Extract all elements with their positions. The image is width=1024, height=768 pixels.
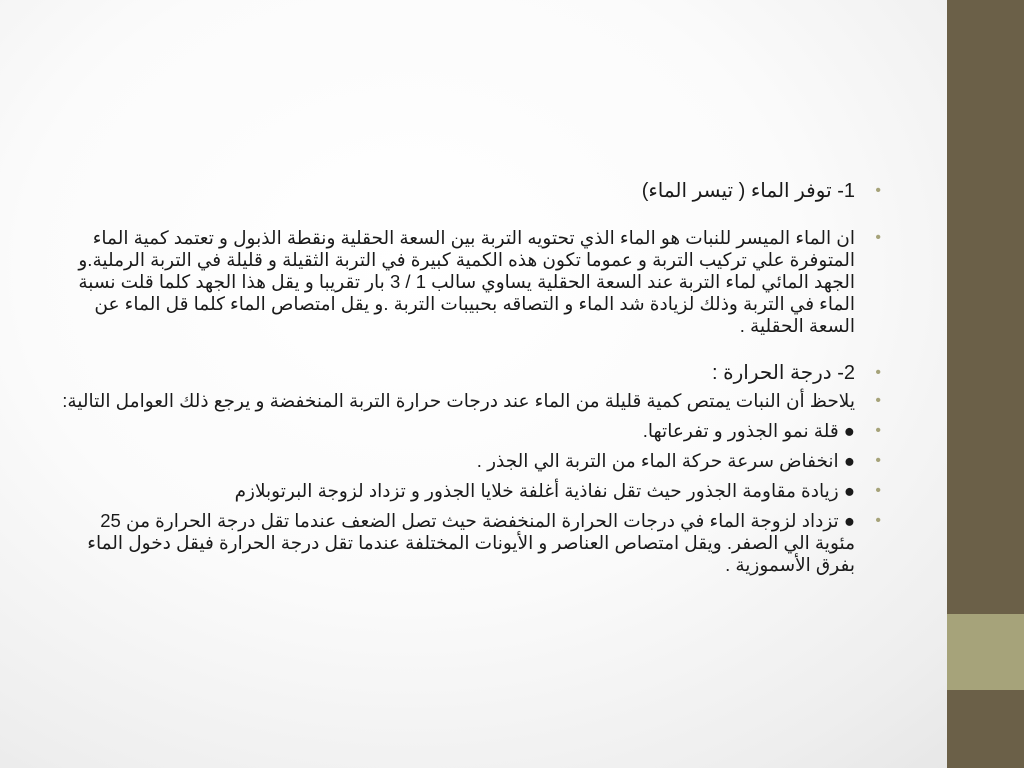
- list-item-root-resistance: [60, 480, 885, 502]
- slide-content: [60, 178, 885, 584]
- bullet-icon: •: [875, 182, 881, 199]
- item-text: يلاحظ أن النبات يمتص كمية قليلة من الماء عند درجات حرارة التربة المنخفضة و يرجع ذلك العوامل التالية:: [62, 390, 855, 411]
- bullet-icon: •: [875, 392, 881, 409]
- item-text: ● انخفاض سرعة حركة الماء من التربة الي الجذر .: [476, 450, 855, 471]
- bullet-icon: •: [875, 482, 881, 499]
- decorative-sidebar-accent: [947, 614, 1024, 690]
- list-item-water-viscosity: [60, 510, 885, 576]
- bullet-icon: •: [875, 452, 881, 469]
- bullet-icon: •: [875, 229, 881, 246]
- item-text: ● تزداد لزوجة الماء في درجات الحرارة المنخفضة حيث تصل الضعف عندما تقل درجة الحرارة من 25 مئوية الي الصفر. ويقل امتصاص العناصر و الأيونات المختلفة عندما تقل درجة الحرارة فيقل دخول الماء بفرق الأسموزية .: [87, 510, 855, 575]
- list-item-water-movement: [60, 450, 885, 472]
- paragraph-available-water: [60, 227, 885, 337]
- item-text: ● قلة نمو الجذور و تفرعاتها.: [642, 420, 855, 441]
- bullet-icon: •: [875, 364, 881, 381]
- heading-water-availability: [60, 178, 885, 204]
- item-text: 2- درجة الحرارة :: [712, 362, 855, 384]
- paragraph-temperature-intro: [60, 390, 885, 412]
- bullet-icon: •: [875, 422, 881, 439]
- item-text: 1- توفر الماء ( تيسر الماء): [641, 180, 855, 202]
- heading-temperature: [60, 360, 885, 386]
- item-text: ان الماء الميسر للنبات هو الماء الذي تحتويه التربة بين السعة الحقلية ونقطة الذبول و تعتمد كمية الماء المتوفرة علي تركيب التربة و عموما تكون هذه الكمية كبيرة في التربة الثقيلة و قليلة في التربة الرملية.و الجهد المائي لماء التربة عند السعة الحقلية يساوي سالب 1 / 3 بار تقريبا و يقل هذا الجهد كلما قلت نسبة الماء في التربة وذلك لزيادة شد الماء و التصاقه بحبيبات التربة .و يقل امتصاص الماء كلما قل الماء عن السعة الحقلية .: [78, 227, 855, 336]
- list-item-root-growth: [60, 420, 885, 442]
- item-text: ● زيادة مقاومة الجذور حيث تقل نفاذية أغلفة خلايا الجذور و تزداد لزوجة البرتوبلازم: [234, 480, 855, 501]
- bullet-icon: •: [875, 512, 881, 529]
